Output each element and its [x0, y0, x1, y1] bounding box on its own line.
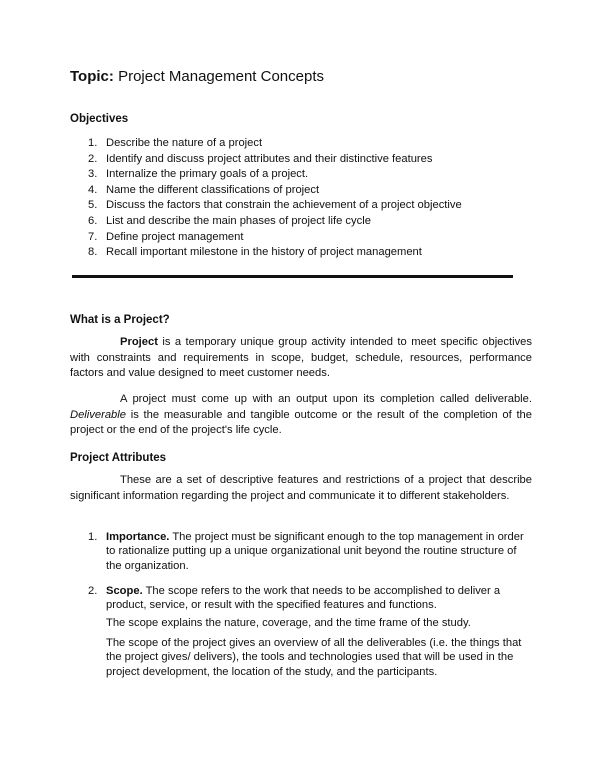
- scope-term: Scope.: [106, 585, 143, 597]
- scope-overview-text: The scope of the project gives an overview of all the deliverables (i.e. the things that the project gives/ delivers), the tools and technologies used that will be used in the project development, the location of the study, and the participants.: [106, 637, 522, 678]
- list-item: 7. Define project management: [88, 230, 244, 243]
- list-item: 3. Internalize the primary goals of a project.: [88, 168, 309, 181]
- deliverable-term: Deliverable: [70, 408, 126, 421]
- importance-term: Importance.: [106, 531, 170, 543]
- topic-label: Topic:: [70, 68, 114, 85]
- objectives-list: [88, 136, 462, 261]
- attribute-item-importance: 1. Importance. The project must be significant enough to the top management in order to rationalize putting up a unique organizational unit beyond the routine structure of the organization.: [88, 531, 524, 572]
- section-divider: [72, 275, 513, 278]
- list-item: 5. Discuss the factors that constrain the achievement of a project objective: [88, 199, 462, 212]
- list-item: 2. Identify and discuss project attributes and their distinctive features: [88, 152, 433, 165]
- project-term: Project: [120, 336, 158, 348]
- list-item: 6. List and describe the main phases of project life cycle: [88, 214, 371, 227]
- attribute-item-scope: 2. Scope. The scope refers to the work that needs to be accomplished to deliver a product, service, or result with the specified features and functions.: [88, 585, 501, 612]
- list-item: 8. Recall important milestone in the history of project management: [88, 246, 422, 259]
- scope-explanation-text: The scope explains the nature, coverage, and the time frame of the study.: [106, 617, 471, 629]
- attributes-intro-paragraph: These are a set of descriptive features and restrictions of a project that describe significant information regarding the project and communicate it to different stakeholders.: [70, 474, 532, 502]
- page-title: [70, 68, 324, 86]
- list-item: 1. Describe the nature of a project: [88, 137, 263, 149]
- what-is-heading: What is a Project?: [70, 314, 170, 326]
- objectives-heading: Objectives: [70, 113, 129, 125]
- attributes-heading: Project Attributes: [70, 452, 167, 464]
- topic-title: Project Management Concepts: [118, 68, 325, 85]
- project-definition-paragraph: Project is a temporary unique group activity intended to meet specific objectives with constraints and requirements in scope, budget, schedule, resources, performance factors and value designed to meet customer needs.: [70, 336, 532, 380]
- list-item: 4. Name the different classifications of project: [88, 183, 320, 196]
- deliverable-paragraph: A project must come up with an output upon its completion called deliverable. Deliverable is the measurable and tangible outcome or the result of the completion of the project or the end of the project's life cycle.: [70, 393, 532, 437]
